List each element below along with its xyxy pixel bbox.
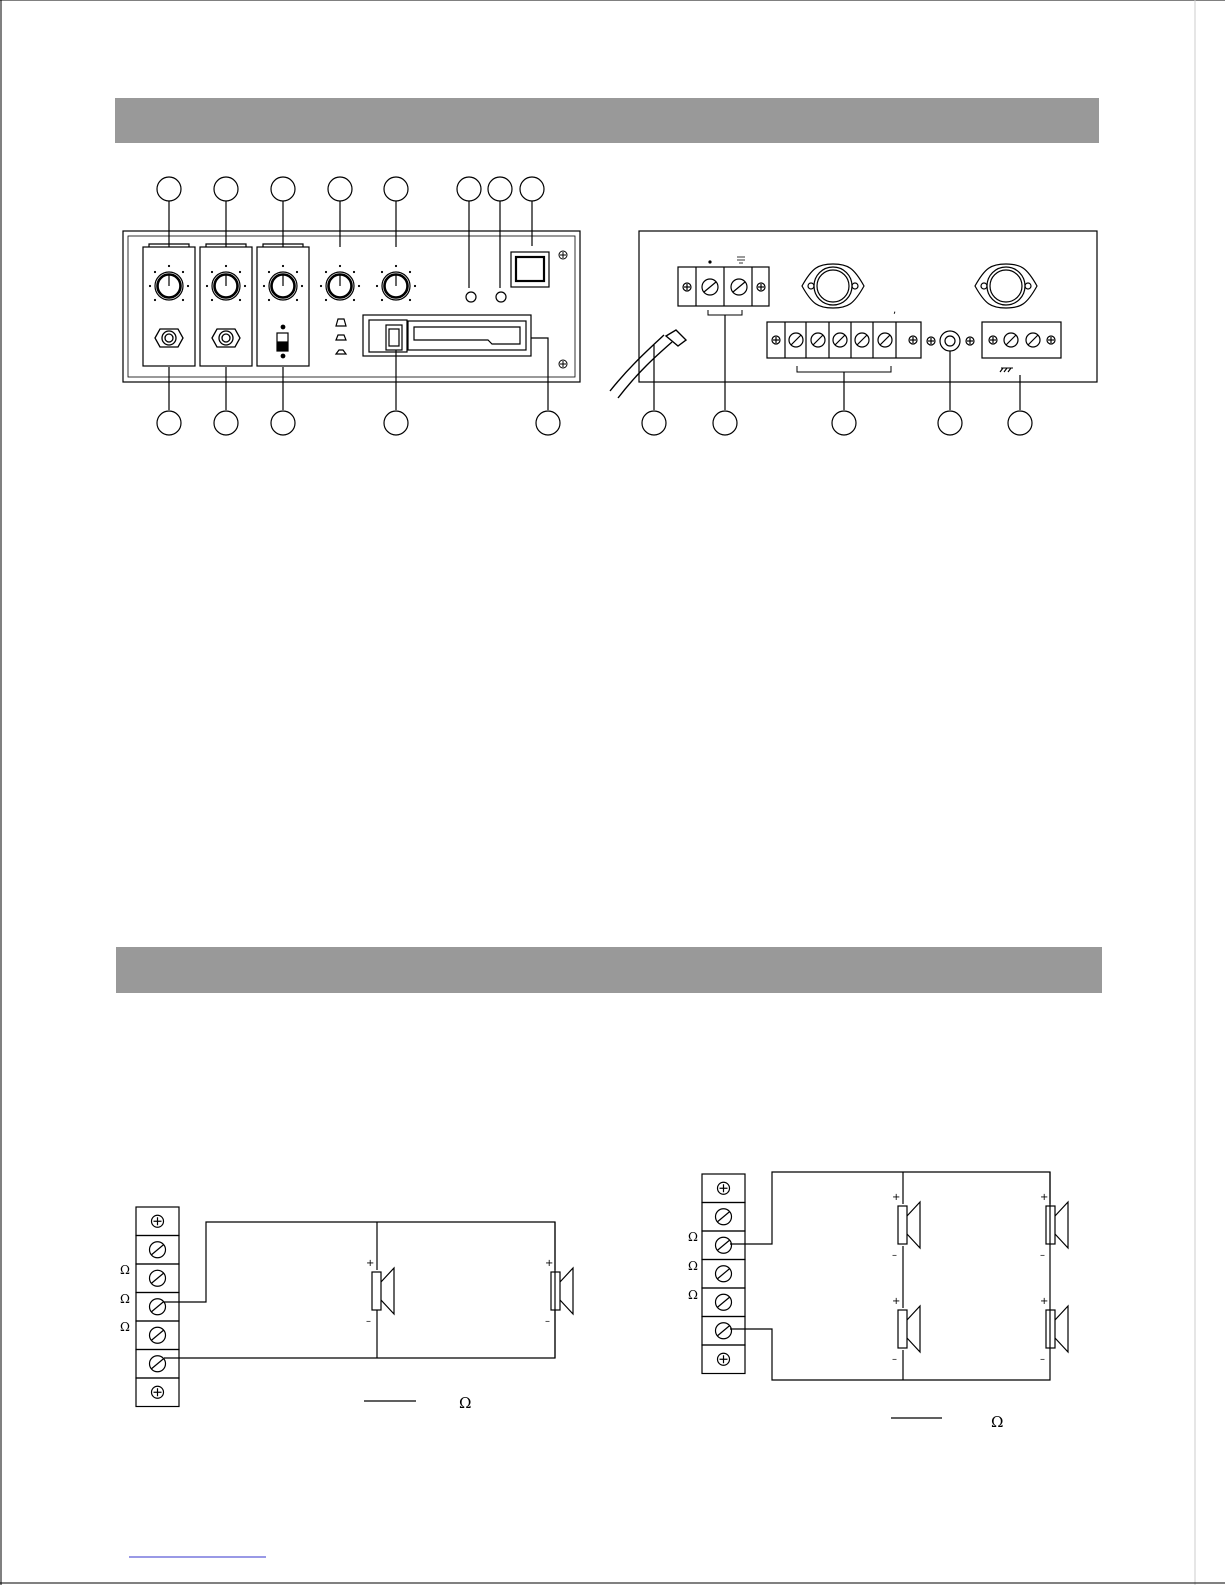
- screw-terminal-icon: [716, 1323, 732, 1339]
- knob-icon: [263, 265, 303, 301]
- minus-sign: –: [1040, 1250, 1045, 1261]
- wiring-diagram-two-speakers: [120, 1207, 573, 1412]
- knob-icon: [376, 265, 416, 301]
- channel-2-box: [200, 247, 252, 366]
- power-switch: [511, 252, 549, 287]
- wiring-diagram-four-speakers: [688, 1172, 1068, 1431]
- front-callouts: [149, 177, 560, 435]
- minus-sign: –: [892, 1250, 897, 1261]
- power-cord: [610, 330, 686, 398]
- fuse-icon: [731, 279, 747, 295]
- rca-icon: [927, 331, 974, 351]
- indicator-leds: [466, 292, 506, 302]
- speaker-icon: [1040, 1192, 1068, 1261]
- minus-sign: –: [1040, 1354, 1045, 1365]
- led-icon: [496, 292, 506, 302]
- jack-icon: [155, 329, 183, 347]
- screw-terminal-icon: [150, 1327, 166, 1343]
- speaker-icon: [545, 1258, 573, 1327]
- front-knobs: [149, 265, 416, 301]
- ohm-symbol: Ω: [991, 1413, 1004, 1431]
- callout-circle: [157, 411, 181, 435]
- screw-terminal-icon: [150, 1299, 166, 1315]
- screw-terminal-icon: [716, 1294, 732, 1310]
- callout-circle: [536, 411, 560, 435]
- screw-terminal-icon: [150, 1242, 166, 1258]
- channel-1-box: [143, 247, 195, 366]
- mounting-screw: [152, 1215, 164, 1227]
- callout-circle: [328, 177, 352, 201]
- ohm-symbol: Ω: [459, 1394, 472, 1412]
- callout-circle: [214, 411, 238, 435]
- jack-icon: [212, 329, 240, 347]
- speaker-icon: [1040, 1296, 1068, 1365]
- screw-terminal-icon: [716, 1237, 732, 1253]
- callout-circle: [713, 411, 737, 435]
- ohm-symbol: Ω: [120, 1320, 130, 1334]
- callout-circle: [271, 411, 295, 435]
- ohm-symbol: Ω: [688, 1288, 698, 1302]
- ohm-symbol: Ω: [120, 1292, 130, 1306]
- knob-icon: [320, 265, 360, 301]
- callout-circle: [214, 177, 238, 201]
- speaker-icon: [892, 1296, 920, 1365]
- callout-circle: [384, 177, 408, 201]
- screw-terminal-icon: [789, 333, 803, 347]
- mounting-screw: [718, 1353, 730, 1365]
- knob-icon: [206, 265, 246, 301]
- screw-terminal-icon: [150, 1270, 166, 1286]
- rear-callouts: [642, 315, 1032, 435]
- player-module: [363, 315, 531, 356]
- minus-sign: –: [545, 1316, 550, 1327]
- fuse-icon: [702, 279, 718, 295]
- screw-terminal-icon: [716, 1266, 732, 1282]
- transformer-icon: [802, 264, 864, 308]
- screw-terminal-icon: [833, 333, 847, 347]
- screw-terminal-icon: [811, 333, 825, 347]
- knob-icon: [149, 265, 189, 301]
- plus-sign: +: [892, 1296, 901, 1307]
- callout-circle: [1008, 411, 1032, 435]
- plus-sign: +: [366, 1258, 375, 1269]
- input-jacks: [155, 329, 240, 347]
- mounting-screw: [152, 1386, 164, 1398]
- screw-terminal-icon: [150, 1356, 166, 1372]
- speaker-icon: [366, 1258, 394, 1327]
- plus-sign: +: [892, 1192, 901, 1203]
- fuse-block: [678, 257, 769, 315]
- transformer-icon: [975, 264, 1037, 308]
- callout-circle: [384, 411, 408, 435]
- plus-sign: +: [545, 1258, 554, 1269]
- callout-circle: [271, 177, 295, 201]
- callout-circle: [457, 177, 481, 201]
- screw-terminal-icon: [878, 333, 892, 347]
- chime-selector-symbols: [336, 319, 346, 354]
- speaker-output-strip: [767, 322, 921, 358]
- callout-circle: [642, 411, 666, 435]
- ohm-symbol: Ω: [688, 1230, 698, 1244]
- ohm-symbol: Ω: [688, 1259, 698, 1273]
- panel-screws: [559, 251, 567, 368]
- mounting-screw: [718, 1182, 730, 1194]
- callout-circle: [157, 177, 181, 201]
- callout-circle: [938, 411, 962, 435]
- minus-sign: –: [366, 1316, 371, 1327]
- switch-icon: [277, 325, 288, 358]
- screw-terminal-icon: [855, 333, 869, 347]
- tick-mark: ,: [893, 305, 897, 316]
- speaker-icon: [892, 1192, 920, 1261]
- callout-circle: [832, 411, 856, 435]
- dc-ground-terminal: [982, 322, 1061, 372]
- minus-sign: –: [892, 1354, 897, 1365]
- plus-sign: +: [1040, 1192, 1049, 1203]
- led-icon: [466, 292, 476, 302]
- ohm-symbol: Ω: [120, 1263, 130, 1277]
- plus-sign: +: [1040, 1296, 1049, 1307]
- callout-circle: [488, 177, 512, 201]
- callout-circle: [520, 177, 544, 201]
- screw-terminal-icon: [716, 1209, 732, 1225]
